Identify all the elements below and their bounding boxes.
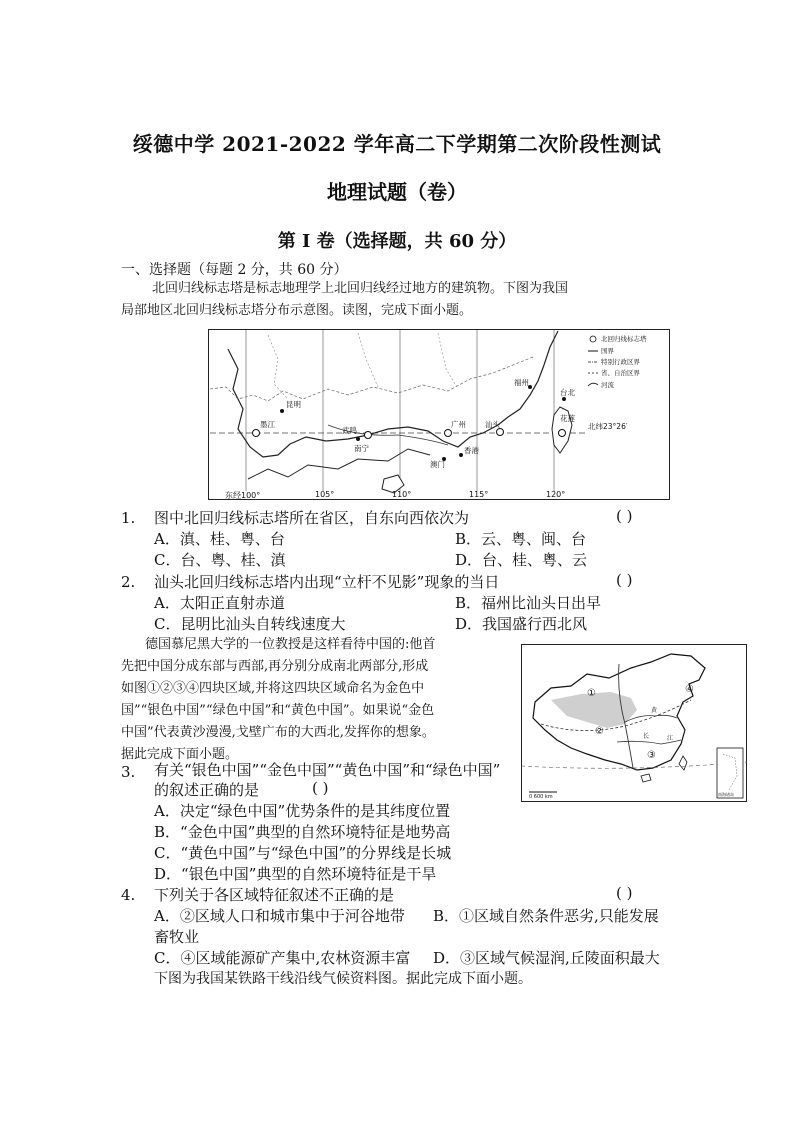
q4-number: 4.	[121, 886, 136, 904]
longitude-labels	[208, 490, 678, 502]
q2-option-d: D．我国盛行西北风	[455, 615, 588, 633]
q1-stem: 图中北回归线标志塔所在省区，自东向西依次为	[154, 509, 470, 527]
q2-stem: 汕头北回归线标志塔内出现“立杆不见影”现象的当日	[154, 573, 500, 591]
intro2-line4: 国”“银色中国”“绿色中国”和“黄色中国”。如果说“金色	[121, 703, 435, 718]
label-shantou: 汕头	[485, 420, 500, 429]
region-1-label: ①	[587, 688, 596, 699]
part-title: 第 I 卷（选择题，共 60 分）	[277, 231, 517, 252]
marker-wuming	[365, 432, 372, 439]
label-kunming: 昆明	[286, 400, 301, 409]
q4-answer-paren: ( )	[616, 884, 633, 902]
q3-stem-line1: 有关“银色中国”“金色中国”“黄色中国”和“绿色中国”	[154, 761, 501, 779]
q2-number: 2.	[121, 573, 136, 591]
lon-120: 120°	[546, 490, 566, 499]
label-taipei: 台北	[560, 388, 575, 397]
label-fuzhou: 福州	[514, 378, 529, 387]
legend-tower-icon	[590, 336, 596, 342]
label-hualien: 花莲	[560, 414, 575, 423]
label-latitude: 北纬23°26′	[588, 422, 628, 431]
label-mojiang: 墨江	[260, 420, 275, 429]
tropic-map	[208, 329, 670, 500]
intro2-line5: 中国”代表黄沙漫漫,戈壁广布的大西北,发挥你的想象。	[121, 725, 435, 740]
q3-option-c: C．“黄色中国”与“绿色中国”的分界线是长城	[154, 844, 452, 862]
q3-answer-paren: ( )	[312, 779, 329, 797]
inset-label: 南海诸岛	[718, 792, 734, 797]
q4-option-c: C．④区域能源矿产集中,农林资源丰富	[154, 949, 411, 967]
intro2-line3: 如图①②③④四块区域,并将这四块区域命名为金色中	[121, 681, 425, 696]
legend-tower: 北回归线标志塔	[601, 335, 647, 343]
q1-option-b: B．云、粤、闽、台	[455, 530, 587, 548]
label-chang: 长	[643, 733, 650, 740]
marker-guangzhou	[445, 430, 452, 437]
q3-number: 3.	[121, 763, 136, 781]
dot-kunming	[280, 409, 284, 413]
q1-option-a: A．滇、桂、粤、台	[154, 530, 285, 548]
label-jiang: 江	[667, 735, 674, 742]
q1-number: 1.	[121, 509, 136, 527]
lon-100: 东经100°	[225, 491, 261, 500]
marker-shantou	[497, 429, 504, 436]
legend-province: 省、自治区界	[601, 369, 640, 377]
intro2-line1: 德国慕尼黑大学的一位教授是这样看待中国的:他首	[145, 637, 436, 652]
q2-answer-paren: ( )	[616, 571, 633, 589]
legend-river: 河流	[601, 381, 614, 389]
label-hongkong: 香港	[464, 446, 479, 455]
q1-option-c: C．台、粤、桂、滇	[154, 551, 286, 569]
q4-option-a: A．②区域人口和城市集中于河谷地带	[154, 907, 405, 925]
label-macau: 澳门	[430, 460, 445, 469]
scale-label: 0 600 km	[529, 794, 553, 800]
q4-option-b: B．①区域自然条件恶劣,只能发展	[433, 907, 659, 925]
q4-option-d: D．③区域气候湿润,丘陵面积最大	[433, 949, 660, 967]
q3-option-a: A．决定“绿色中国”优势条件的是其纬度位置	[154, 802, 451, 820]
q3-stem-line2: 的叙述正确的是	[154, 781, 260, 799]
label-wuming: 武鸣	[342, 426, 357, 435]
q4-stem: 下列关于各区域特征叙述不正确的是	[154, 886, 395, 904]
label-huang: 黄	[651, 707, 658, 714]
region-4-label: ④	[685, 684, 694, 695]
q1-option-d: D．台、桂、粤、云	[455, 551, 588, 569]
q2-option-b: B．福州比汕头日出早	[455, 594, 602, 612]
marker-mojiang	[253, 430, 260, 437]
exam-subtitle: 地理试题（卷）	[327, 180, 467, 204]
legend-border: 国界	[601, 347, 614, 355]
q2-option-a: A．太阳正直射赤道	[154, 594, 285, 612]
label-nanning: 南宁	[354, 444, 369, 453]
q3-option-b: B．“金色中国”典型的自然环境特征是地势高	[154, 823, 451, 841]
section-heading: 一、选择题（每题 2 分，共 60 分）	[121, 262, 348, 278]
outro-line: 下图为我国某铁路干线沿线气候资料图。据此完成下面小题。	[154, 971, 532, 987]
label-guangzhou: 广州	[451, 420, 466, 429]
legend-sar: 特别行政区界	[601, 358, 640, 366]
dot-hongkong	[459, 453, 463, 457]
exam-title: 绥德中学 2021-2022 学年高二下学期第二次阶段性测试	[132, 132, 662, 156]
dot-nanning	[356, 437, 360, 441]
q4-option-b-cont: 畜牧业	[154, 928, 200, 946]
dot-taipei	[562, 397, 566, 401]
intro1-line1: 北回归线标志塔是标志地理学上北回归线经过地方的建筑物。下图为我国	[152, 281, 569, 296]
lon-115: 115°	[469, 490, 489, 499]
intro2-line2: 先把中国分成东部与西部,再分别分成南北两部分,形成	[121, 659, 429, 674]
q1-answer-paren: ( )	[616, 507, 633, 525]
intro2-line6: 据此完成下面小题。	[121, 747, 239, 762]
region-2-label: ②	[595, 726, 604, 737]
china-regions-map	[521, 644, 747, 802]
marker-hualien	[559, 430, 566, 437]
south-sea-inset	[717, 748, 743, 798]
region-3-label: ③	[647, 750, 656, 761]
lon-105: 105°	[315, 490, 335, 499]
q2-option-c: C．昆明比汕头自转线速度大	[154, 615, 346, 633]
q3-option-d: D．“银色中国”典型的自然环境特征是干旱	[154, 865, 437, 883]
intro1-line2: 局部地区北回归线标志塔分布示意图。读图，完成下面小题。	[121, 303, 473, 318]
lon-110: 110°	[392, 490, 412, 499]
